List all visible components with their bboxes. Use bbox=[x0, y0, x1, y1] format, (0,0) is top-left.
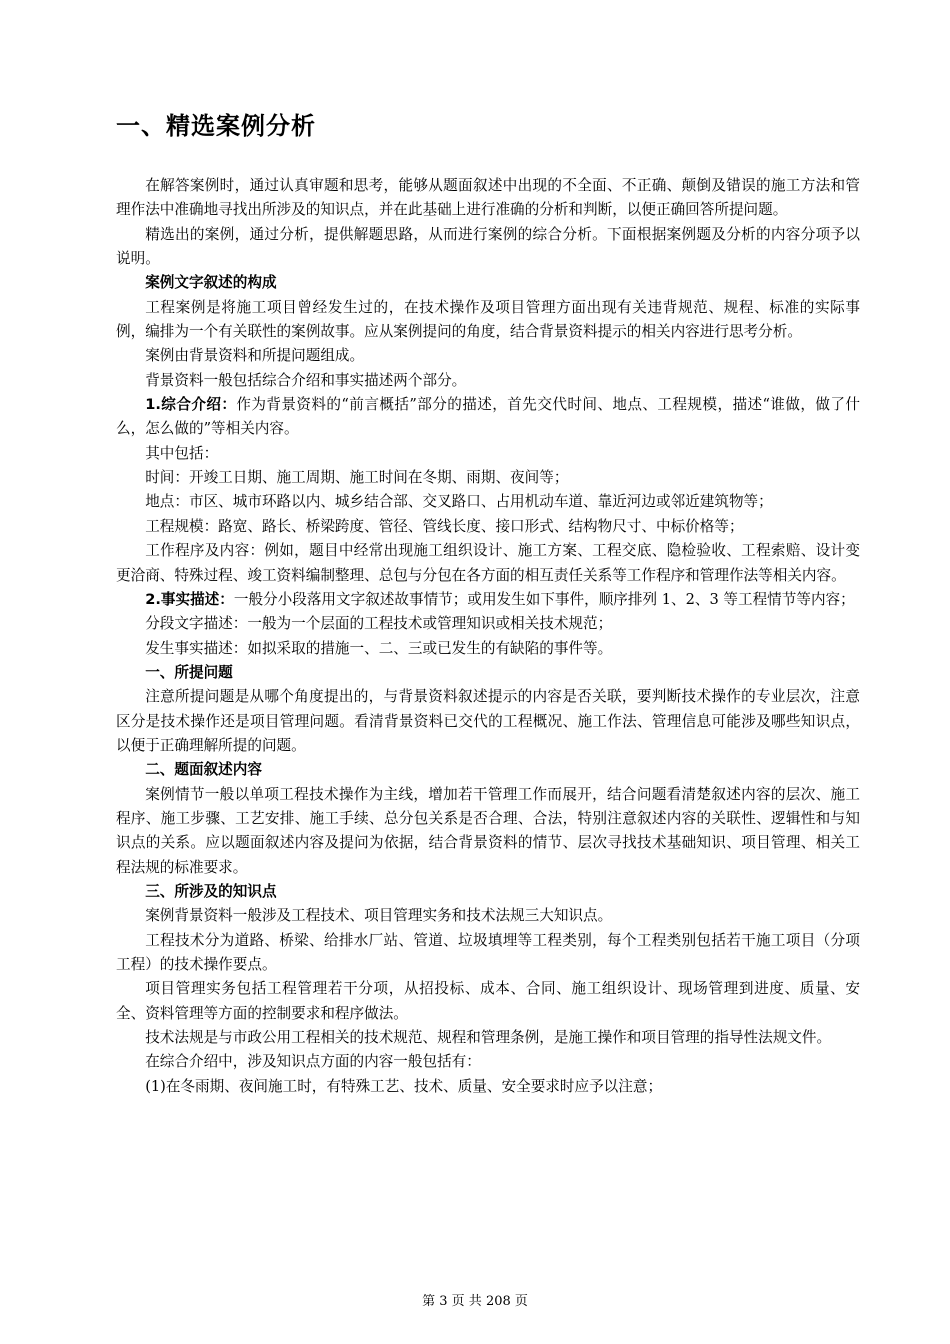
footer-page-number: 3 bbox=[439, 1294, 448, 1309]
paragraph: 技术法规是与市政公用工程相关的技术规范、规程和管理条例，是施工操作和项目管理的指导性法规文件。 bbox=[145, 1029, 832, 1047]
paragraph: 在解答案例时，通过认真审题和思考，能够从题面叙述中出现的不全面、不正确、颠倒及错误的施工方法和管理作法中准确地寻找出所涉及的知识点，并在此基础上进行准确的分析和判断，以便正确回答所提问题。 bbox=[116, 177, 860, 219]
paragraph: 项目管理实务包括工程管理若干分项，从招投标、成本、合同、施工组织设计、现场管理到进度、质量、安全、资料管理等方面的控制要求和程序做法。 bbox=[116, 980, 860, 1022]
page-footer bbox=[0, 1292, 950, 1312]
paragraph: 地点：市区、城市环路以内、城乡结合部、交叉路口、占用机动车道、靠近河边或邻近建筑物等； bbox=[145, 493, 773, 511]
paragraph: 工程规模：路宽、路长、桥梁跨度、管径、管线长度、接口形式、结构物尺寸、中标价格等； bbox=[145, 517, 744, 535]
paragraph: 案例情节一般以单项工程技术操作为主线，增加若干管理工作而展开，结合问题看清楚叙述内容的层次、施工程序、施工步骤、工艺安排、施工手续、总分包关系是否合理、合法，特别注意叙述内容的关联性、逻辑性和与知识点的关系。应以题面叙述内容及提问为依据，结合背景资料的情节、层次寻找技术基础知识、项目管理、相关工程法规的标准要求。 bbox=[116, 785, 860, 876]
paragraph: 注意所提问题是从哪个角度提出的，与背景资料叙述提示的内容是否关联，要判断技术操作的专业层次，注意区分是技术操作还是项目管理问题。看清背景资料已交代的工程概况、施工作法、管理信息可能涉及哪些知识点，以便于正确理解所提的问题。 bbox=[116, 688, 860, 754]
paragraph: 在综合介绍中，涉及知识点方面的内容一般包括有： bbox=[145, 1053, 481, 1071]
footer-prefix: 第 bbox=[422, 1294, 436, 1309]
section-heading: 三、所涉及的知识点 bbox=[145, 882, 277, 900]
paragraph: (1)在冬雨期、夜间施工时，有特殊工艺、技术、质量、安全要求时应予以注意； bbox=[145, 1077, 663, 1095]
paragraph: 工作程序及内容：例如，题目中经常出现施工组织设计、施工方案、工程交底、隐检验收、工程索赔、设计变更洽商、特殊过程、竣工资料编制整理、总包与分包在各方面的相互责任关系等工作程序和管理作法等相关内容。 bbox=[116, 542, 860, 584]
paragraph: 时间：开竣工日期、施工周期、施工时间在冬期、雨期、夜间等； bbox=[145, 469, 569, 487]
paragraph: 案例背景资料一般涉及工程技术、项目管理实务和技术法规三大知识点。 bbox=[145, 907, 613, 925]
paragraph: 发生事实描述：如拟采取的措施一、二、三或已发生的有缺陷的事件等。 bbox=[145, 639, 613, 657]
paragraph: 工程案例是将施工项目曾经发生过的，在技术操作及项目管理方面出现有关违背规范、规程、标准的实际事例，编排为一个有关联性的案例故事。应从案例提问的角度，结合背景资料提示的相关内容进行思考分析。 bbox=[116, 298, 860, 341]
footer-suffix: 页 bbox=[514, 1294, 528, 1309]
paragraph: 分段文字描述：一般为一个层面的工程技术或管理知识或相关技术规范； bbox=[145, 615, 613, 633]
paragraph: 背景资料一般包括综合介绍和事实描述两个部分。 bbox=[145, 371, 467, 389]
section-heading: 二、题面叙述内容 bbox=[145, 761, 262, 779]
paragraph: 工程技术分为道路、桥梁、给排水厂站、管道、垃圾填埋等工程类别，每个工程类别包括若干施工项目（分项工程）的技术操作要点。 bbox=[116, 931, 860, 973]
footer-mid: 页 共 bbox=[451, 1294, 482, 1309]
paragraph bbox=[116, 393, 860, 442]
paragraph-label: 2.事实描述： bbox=[145, 590, 234, 608]
paragraph-text: 作为背景资料的“前言概括”部分的描述，首先交代时间、地点、工程规模，描述“谁做，做了什么，怎么做的”等相关内容。 bbox=[116, 396, 860, 438]
section-heading: 一、所提问题 bbox=[145, 663, 233, 681]
paragraph-text: 一般分小段落用文字叙述故事情节；或用发生如下事件，顺序排列 1、2、3 等工程情节等内容； bbox=[233, 590, 855, 608]
paragraph bbox=[116, 588, 860, 612]
paragraph: 其中包括： bbox=[145, 444, 219, 462]
paragraph-label: 1.综合介绍： bbox=[145, 396, 237, 414]
paragraph: 案例由背景资料和所提问题组成。 bbox=[145, 347, 365, 365]
document-body bbox=[116, 174, 860, 1099]
page-title: 一、精选案例分析 bbox=[116, 112, 316, 140]
section-heading: 案例文字叙述的构成 bbox=[145, 274, 277, 292]
paragraph: 精选出的案例，通过分析，提供解题思路，从而进行案例的综合分析。下面根据案例题及分析的内容分项予以说明。 bbox=[116, 225, 860, 268]
footer-page-total: 208 bbox=[485, 1294, 511, 1309]
